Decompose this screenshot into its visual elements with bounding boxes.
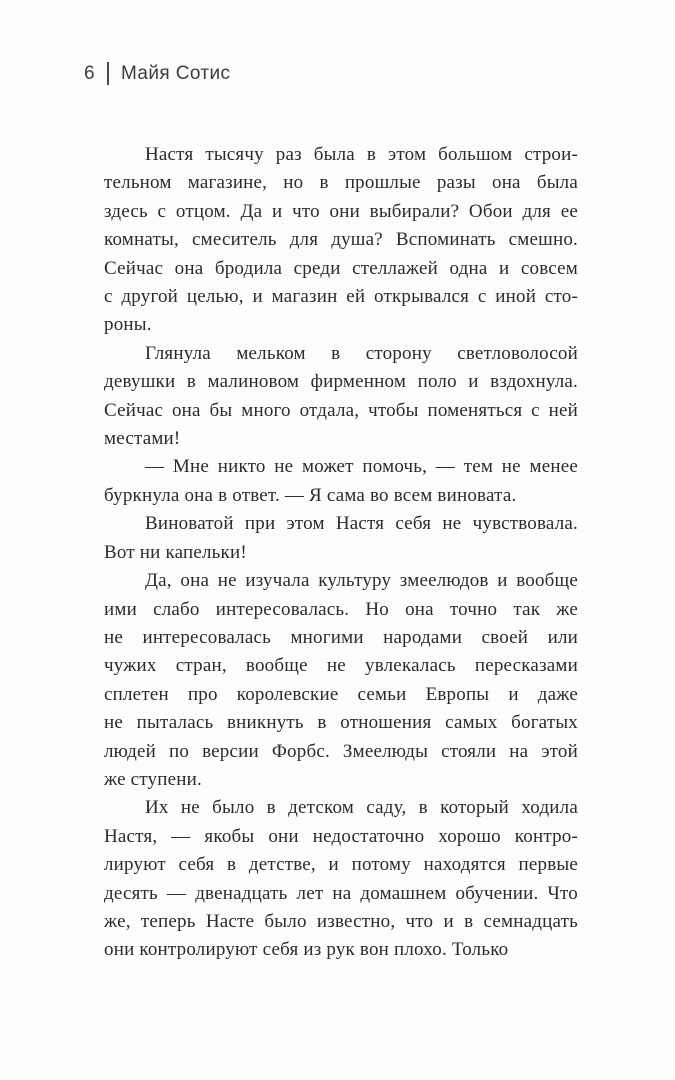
page-number: 6 — [84, 62, 95, 84]
text-line: тельном магазине, но в прошлые разы она была — [104, 172, 578, 194]
text-line: местами! — [104, 428, 181, 450]
text-line: же ступени. — [104, 768, 202, 790]
text-line: лируют себя в детстве, и потому находятся первые — [104, 854, 578, 876]
text-line: чужих стран, вообще не увлекалась пересказами — [104, 655, 578, 677]
text-line: сплетен про королевские семьи Европы и даже — [104, 683, 578, 705]
text-line: десять — двенадцать лет на домашнем обучении. Что — [104, 882, 578, 904]
text-line: не интересовалась многими народами своей или — [104, 626, 578, 648]
text-line: Настя тысячу раз была в этом большом строи- — [145, 144, 578, 165]
text-line: девушки в малиновом фирменном поло и вздохнула. — [104, 371, 578, 393]
text-line: комнаты, смеситель для душа? Вспоминать смешно. — [104, 229, 578, 251]
body-text — [104, 141, 578, 965]
text-line: людей по версии Форбс. Змеелюды стояли на этой — [104, 740, 578, 762]
page-header — [84, 62, 230, 85]
text-line: Настя, — якобы они недостаточно хорошо контро- — [104, 825, 578, 847]
text-line: — Мне никто не может помочь, — тем не менее — [145, 456, 578, 478]
author-name: Майя Сотис — [120, 62, 231, 84]
text-line: Сейчас она бы много отдала, чтобы поменяться с ней — [104, 399, 578, 421]
text-line: ими слабо интересовалась. Но она точно так же — [104, 598, 578, 620]
text-line: буркнула она в ответ. — Я сама во всем виновата. — [104, 484, 517, 506]
text-line: же, теперь Насте было известно, что и в семнадцать — [104, 910, 578, 932]
text-line: Глянула мельком в сторону светловолосой — [145, 342, 578, 364]
text-line: не пыталась вникнуть в отношения самых богатых — [104, 712, 578, 734]
header-divider-bar — [107, 62, 109, 85]
text-line: Сейчас она бродила среди стеллажей одна и совсем — [104, 257, 578, 279]
text-line: они контролируют себя из рук вон плохо. Только — [104, 939, 509, 961]
text-line: роны. — [104, 314, 152, 336]
text-line: Их не было в детском саду, в который ходила — [145, 797, 578, 819]
text-line: Да, она не изучала культуру змеелюдов и вообще — [145, 570, 578, 592]
text-line: Вот ни капельки! — [104, 541, 247, 563]
text-line: Виноватой при этом Настя себя не чувствовала. — [145, 513, 578, 535]
text-line: здесь с отцом. Да и что они выбирали? Обои для ее — [104, 200, 578, 222]
text-line: с другой целью, и магазин ей открывался с иной сто- — [104, 286, 578, 308]
